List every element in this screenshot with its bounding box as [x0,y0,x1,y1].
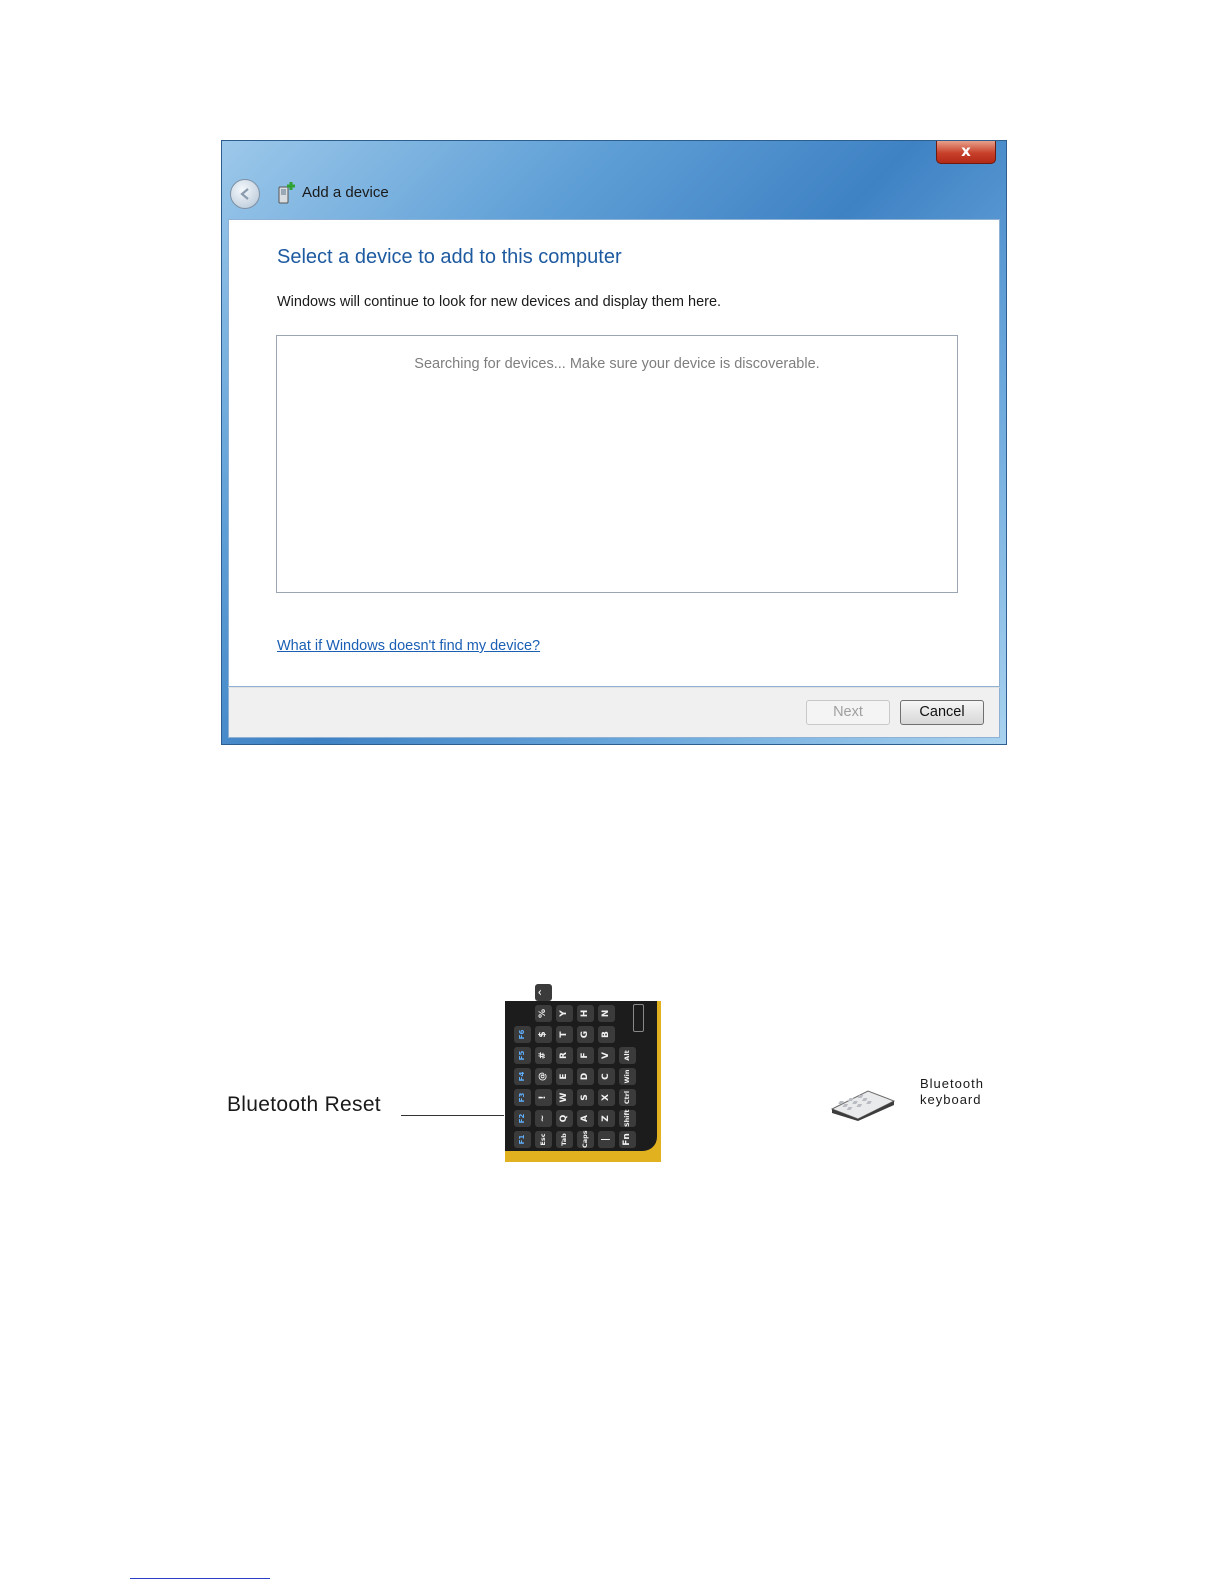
key-2-6: H [577,1005,594,1022]
close-button[interactable]: x [936,141,996,164]
key-1-6: Y [556,1005,573,1022]
mini-keyboard-image [505,988,661,1162]
key-0-6: % [535,1005,552,1022]
bt-label-line2: keyboard [920,1092,982,1107]
key-0-7: ^ [535,984,552,1001]
key-4-4: Alt [619,1047,636,1064]
key-4-0: Fn [619,1131,636,1148]
back-arrow-icon [237,186,253,202]
key-2-3: D [577,1068,594,1085]
key-2-1: A [577,1110,594,1127]
key-1-2: W [556,1089,573,1106]
bluetooth-keyboard-icon [828,1087,898,1121]
key-3-2: X [598,1089,615,1106]
key-4-1: Shift [619,1110,636,1127]
key-0-1: ~ [535,1110,552,1127]
bluetooth-reset-label: Bluetooth Reset [227,1093,381,1116]
page-heading: Select a device to add to this computer [277,246,622,268]
key-f2: F2 [514,1110,531,1127]
window-title: Add a device [302,184,389,201]
content-pane [228,219,1000,687]
key-0-3: @ [535,1068,552,1085]
callout-line [401,1115,504,1116]
key-1-4: R [556,1047,573,1064]
bt-label-line1: Bluetooth [920,1076,984,1091]
back-button[interactable] [230,179,260,209]
next-button[interactable]: Next [806,700,890,725]
add-device-window [221,140,1007,745]
key-1-1: Q [556,1110,573,1127]
key-0-5: $ [535,1026,552,1043]
key-3-1: Z [598,1110,615,1127]
key-0-4: # [535,1047,552,1064]
touchpad-slot [633,1004,644,1032]
key-1-0: Tab [556,1131,573,1148]
key-4-2: Ctrl [619,1089,636,1106]
key-4-3: Win [619,1068,636,1085]
help-link[interactable]: What if Windows doesn't find my device? [277,638,541,654]
key-1-3: E [556,1068,573,1085]
key-3-3: C [598,1068,615,1085]
searching-status: Searching for devices... Make sure your device is discoverable. [414,356,820,372]
page-description: Windows will continue to look for new devices and display them here. [277,294,722,310]
bluetooth-keyboard-label [920,1076,984,1108]
key-f6: F6 [514,1026,531,1043]
key-2-5: G [577,1026,594,1043]
key-f3: F3 [514,1089,531,1106]
key-2-4: F [577,1047,594,1064]
cancel-button[interactable]: Cancel [900,700,984,725]
key-2-0: Caps [577,1131,594,1148]
keyboard-body [505,988,657,1151]
key-0-2: ! [535,1089,552,1106]
key-0-0: Esc [535,1131,552,1148]
key-f1: F1 [514,1131,531,1148]
button-bar [228,687,1000,738]
key-3-4: V [598,1047,615,1064]
key-f4: F4 [514,1068,531,1085]
key-1-5: T [556,1026,573,1043]
footer-rule [130,1578,270,1579]
key-3-5: B [598,1026,615,1043]
title-bar [222,141,1006,219]
key-f5: F5 [514,1047,531,1064]
key-2-2: S [577,1089,594,1106]
key-3-6: N [598,1005,615,1022]
add-device-icon [277,181,297,205]
key-3-0: | [598,1131,615,1148]
device-list[interactable] [276,335,958,593]
